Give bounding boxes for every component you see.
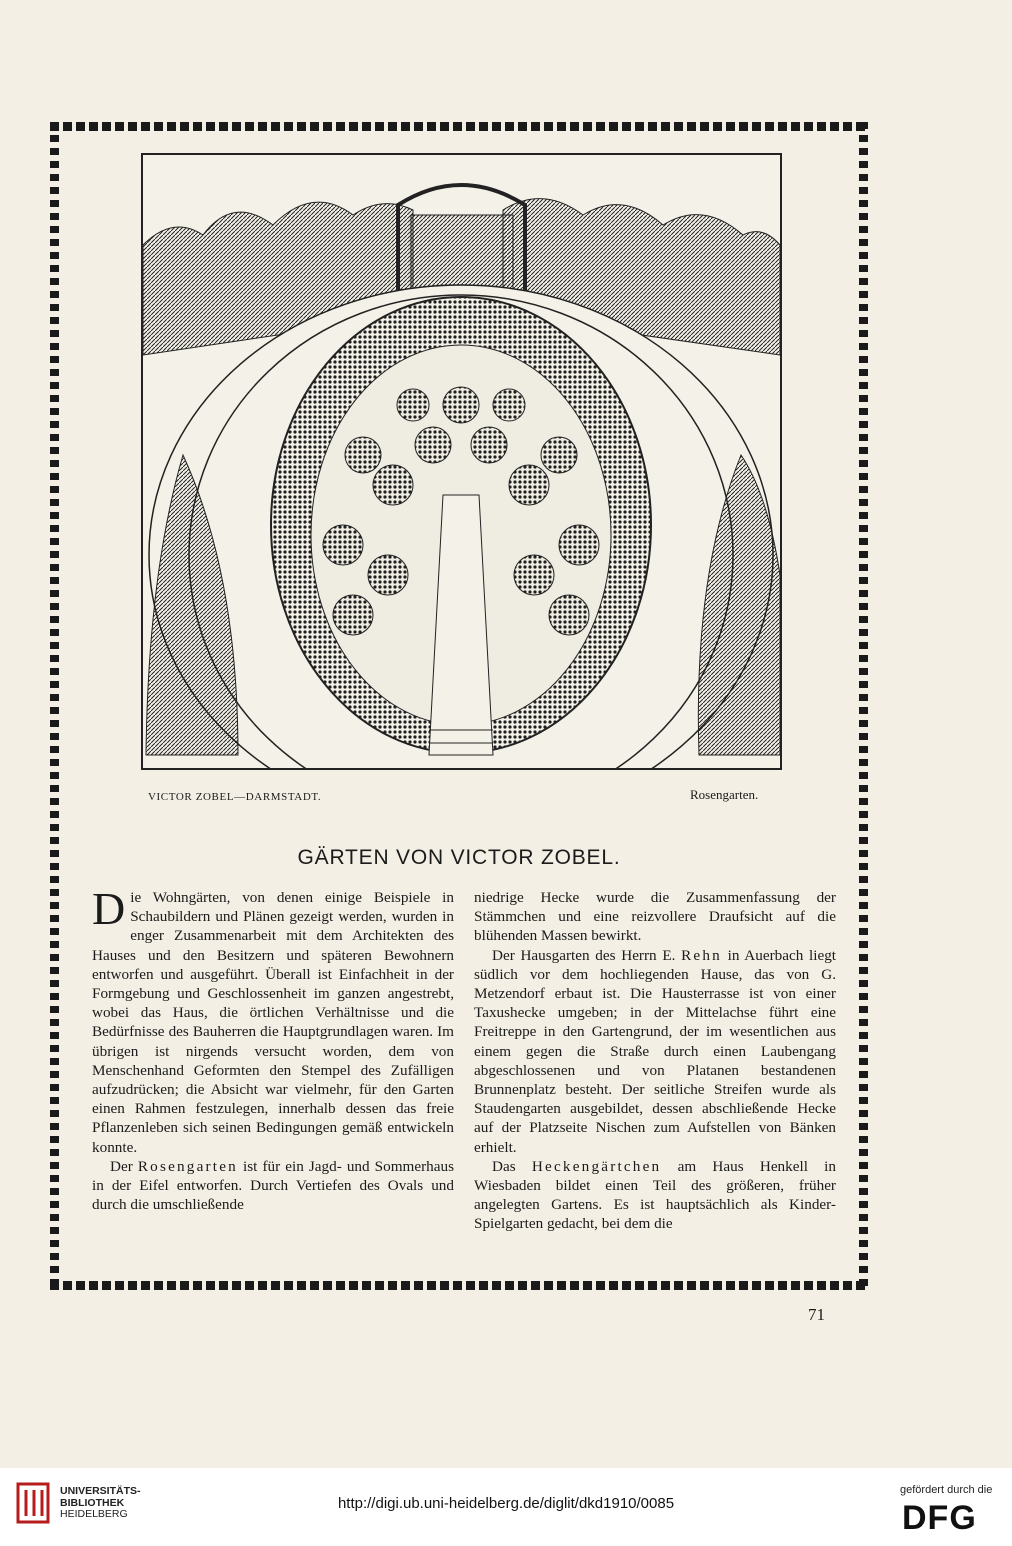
permalink-url[interactable]: http://digi.ub.uni-heidelberg.de/diglit/dkd1910/0085 bbox=[337, 1495, 675, 1512]
drop-cap: D bbox=[92, 883, 126, 934]
paragraph-text: in Auerbach liegt südlich vor dem hochliegenden Hause, das von G. Metzendorf erbaut ist. Die Hausterrasse ist von einer Taxushecke umgeben; in der Mittelachse führt eine Freitreppe in den Gartengrund, der im wesentlichen aus einem gegen die Straße durch einen Laubengang abgeschlossenen und von Platanen bestandenen Brunnenplatz besteht. Der seitliche Streifen wurde als Staudengarten ausgebildet, dessen abschließende Hecke auf der Platzseite Nischen zum Aufstellen von Bänken erhielt. bbox=[474, 946, 837, 1156]
rose-garden-illustration bbox=[141, 153, 782, 770]
paragraph-text: am Haus Henkell in Wiesbaden bildet einen Teil des größeren, früher angelegten Gartens. Es ist hauptsächlich als Kinder-Spielgarten gedacht, bei dem die bbox=[474, 1157, 836, 1233]
paragraph-intro: Der bbox=[110, 1157, 138, 1175]
paragraph-intro: Der Hausgarten des Herrn E. bbox=[492, 946, 682, 964]
border-left bbox=[50, 122, 59, 1290]
border-right bbox=[859, 122, 868, 1290]
funder-text: gefördert durch die bbox=[900, 1484, 993, 1496]
spaced-term: Rehn bbox=[681, 946, 722, 964]
spaced-term: Rosengarten bbox=[137, 1157, 238, 1175]
illustration-caption-title: Rosengarten. bbox=[690, 787, 759, 802]
paragraph-text: ist für ein Jagd- und Sommerhaus in der Eifel entworfen. Durch Vertiefen des Ovals und durch die umschließende bbox=[92, 1157, 454, 1214]
dfg-logo[interactable]: DFG bbox=[902, 1499, 977, 1537]
garden-drawing bbox=[143, 155, 780, 768]
paragraph bbox=[474, 946, 836, 1157]
article-title: GÄRTEN VON VICTOR ZOBEL. bbox=[297, 846, 621, 869]
paragraph bbox=[474, 1157, 836, 1234]
library-city: HEIDELBERG bbox=[60, 1508, 128, 1520]
illustration-caption-artist: VICTOR ZOBEL—DARMSTADT. bbox=[148, 791, 322, 803]
border-top bbox=[50, 122, 868, 131]
border-bottom bbox=[50, 1281, 868, 1290]
page-number: 71 bbox=[808, 1305, 825, 1324]
text-column-right bbox=[474, 888, 836, 1234]
paragraph-intro: Das bbox=[492, 1157, 532, 1175]
paragraph bbox=[92, 883, 454, 1157]
library-name-line: UNIVERSITÄTS- bbox=[60, 1485, 141, 1497]
spaced-term: Heckengärtchen bbox=[531, 1157, 662, 1175]
text-column-left bbox=[92, 883, 454, 1214]
paragraph-text: niedrige Hecke wurde die Zusammenfassung der Stämmchen und eine reizvollere Draufsicht auf die blühenden Massen bewirkt. bbox=[474, 889, 836, 945]
library-name-line: BIBLIOTHEK bbox=[60, 1496, 125, 1509]
paragraph-text: ie Wohngärten, von denen einige Beispiele in Schaubildern und Plänen gezeigt werden, wurden in enger Zusammenarbeit mit dem Architekten des Hauses und den Besitzern und späteren Bewohnern entworfen und ausgeführt. Überall ist Einfachheit in der Formgebung und Geschlossenheit im ganzen angestrebt, wobei das Haus, die örtlichen Verhältnisse und die Bedürfnisse des Bauherren die Hauptgrundlagen waren. Im übrigen ist nirgends versucht worden, dem von Menschenhand Geformten den Stempel des Zufälligen aufzudrücken; die Absicht war vielmehr, für den Garten einen Rahmen festzulegen, innerhalb dessen das freie Pflanzenleben sich seinen Bedingungen gemäß entwickeln konnte. bbox=[92, 889, 454, 1156]
paragraph bbox=[92, 1157, 454, 1215]
